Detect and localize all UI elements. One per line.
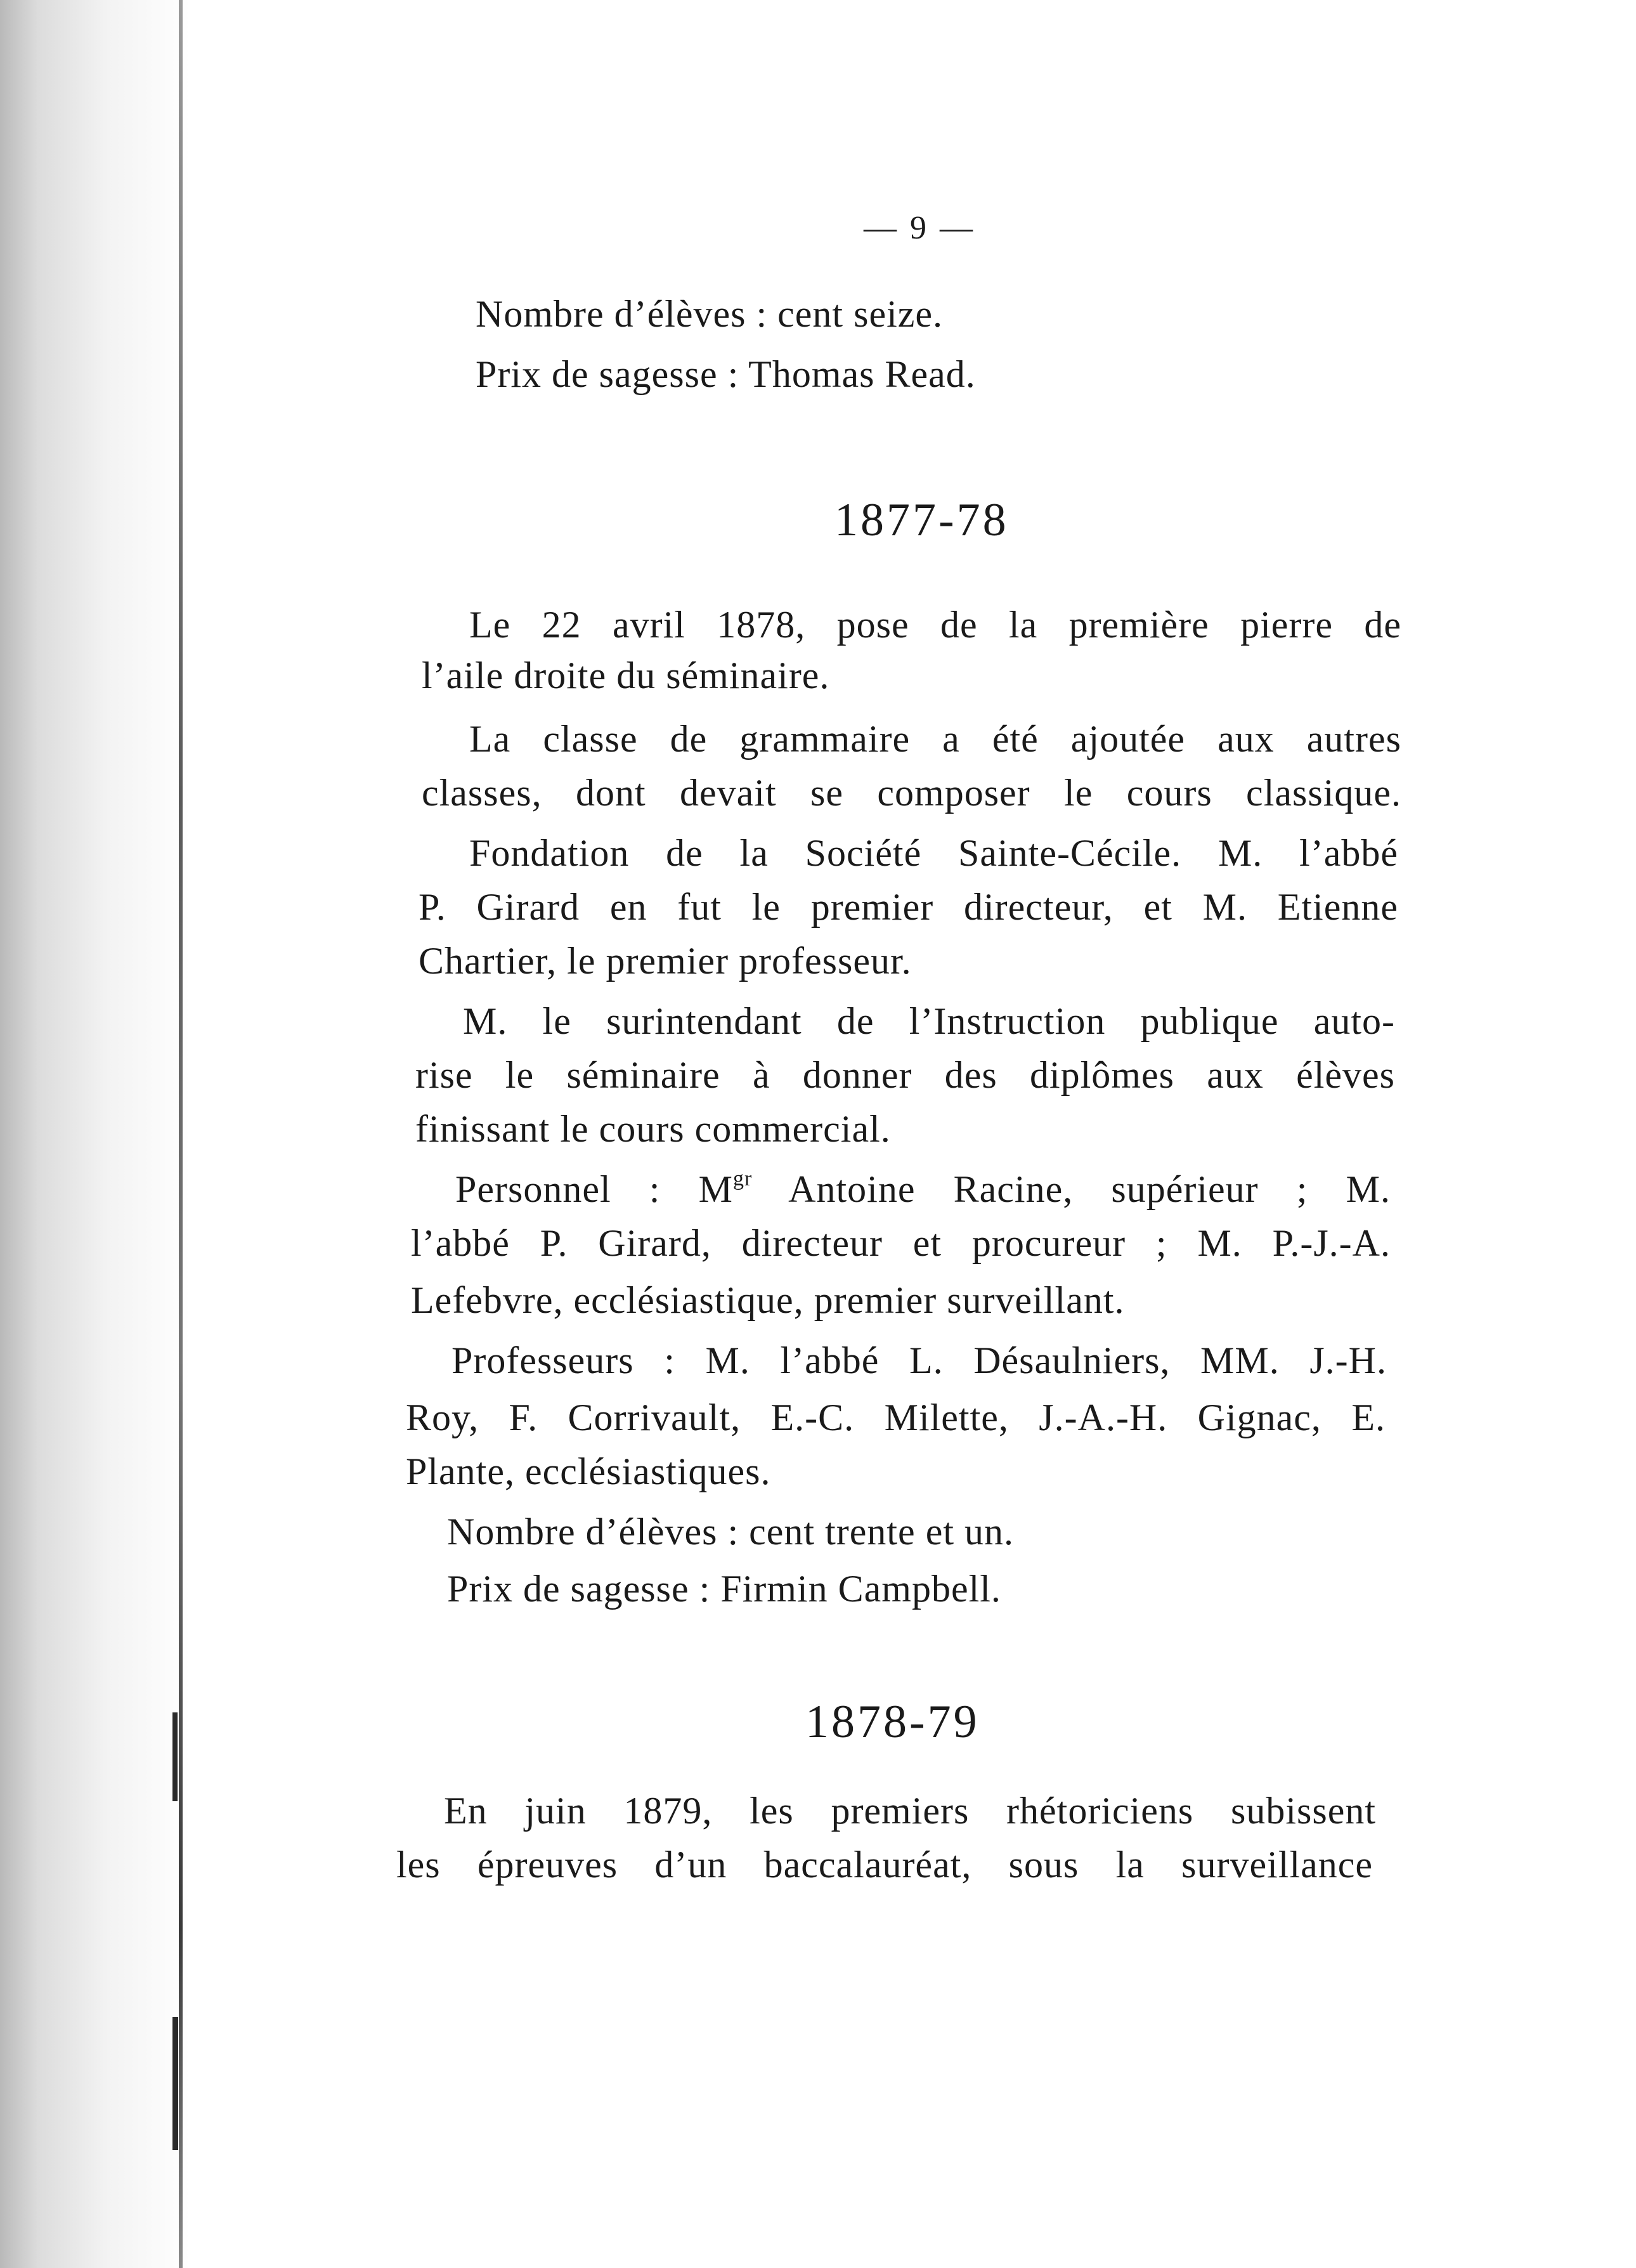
personnel-rest: Antoine Racine, supérieur ; M. — [752, 1168, 1391, 1210]
students-count-1877: Nombre d’élèves : cent trente et un. — [447, 1511, 1014, 1553]
paragraph-line: M. le surintendant de l’Instruction publique auto- — [463, 1000, 1395, 1042]
paragraph-line: En juin 1879, les premiers rhétoriciens subissent — [444, 1790, 1376, 1832]
spine-mark — [172, 1712, 178, 1801]
section-heading-1877-78: 1877-78 — [834, 494, 1009, 546]
paragraph-line: Chartier, le premier professeur. — [419, 940, 912, 982]
paragraph-line: Fondation de la Société Sainte-Cécile. M. l’abbé — [469, 832, 1398, 874]
prize-wisdom-1877: Prix de sagesse : Firmin Campbell. — [447, 1568, 1001, 1610]
students-count-1876: Nombre d’élèves : cent seize. — [476, 293, 944, 335]
page-number: — 9 — — [864, 210, 975, 246]
paragraph-line: La classe de grammaire a été ajoutée aux autres — [469, 718, 1401, 760]
paragraph-line: Plante, ecclésiastiques. — [406, 1450, 771, 1492]
personnel-prefix: Personnel : M — [455, 1168, 733, 1210]
paragraph-line: P. Girard en fut le premier directeur, et M. Etienne — [419, 886, 1398, 928]
paragraph-line: rise le séminaire à donner des diplômes aux élèves — [415, 1054, 1395, 1096]
page-gutter-shadow — [0, 0, 190, 2268]
personnel-line — [455, 1164, 1391, 1215]
section-heading-1878-79: 1878-79 — [805, 1696, 980, 1748]
paragraph-line: Roy, F. Corrivault, E.-C. Milette, J.-A.-H. Gignac, E. — [406, 1397, 1386, 1438]
paragraph-line: l’abbé P. Girard, directeur et procureur ; M. P.-J.-A. — [411, 1222, 1391, 1264]
prize-wisdom-1876: Prix de sagesse : Thomas Read. — [476, 353, 976, 395]
book-spine-edge — [179, 0, 183, 2268]
spine-mark — [172, 2017, 178, 2150]
paragraph-line: Lefebvre, ecclésiastique, premier surveillant. — [411, 1279, 1125, 1321]
paragraph-line: les épreuves d’un baccalauréat, sous la surveillance — [396, 1844, 1373, 1886]
paragraph-line: Professeurs : M. l’abbé L. Désaulniers, MM. J.-H. — [451, 1339, 1387, 1381]
paragraph-line: Le 22 avril 1878, pose de la première pierre de — [469, 604, 1401, 646]
monseigneur-superscript: gr — [733, 1167, 753, 1190]
paragraph-line: classes, dont devait se composer le cours classique. — [422, 772, 1401, 814]
paragraph-line: l’aile droite du séminaire. — [422, 655, 830, 696]
paragraph-line: finissant le cours commercial. — [415, 1108, 891, 1150]
